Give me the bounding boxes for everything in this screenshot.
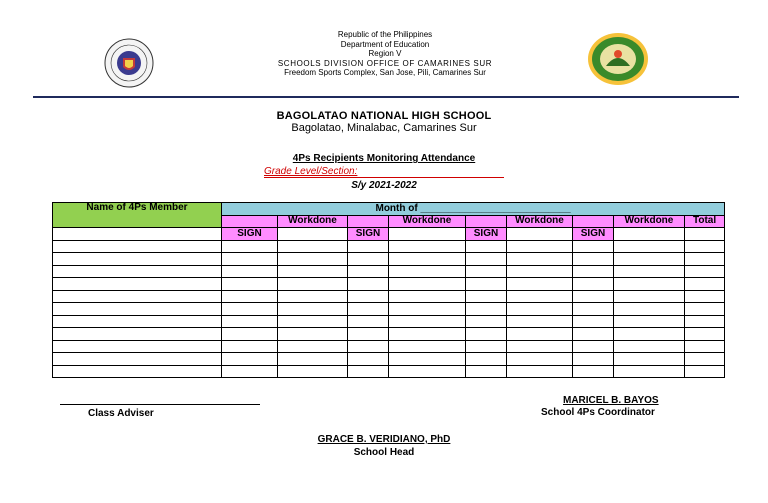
- table-cell[interactable]: [573, 340, 614, 353]
- table-cell[interactable]: [278, 253, 348, 266]
- table-row: [53, 253, 725, 266]
- table-cell[interactable]: [573, 265, 614, 278]
- table-cell[interactable]: [389, 253, 466, 266]
- name-cell[interactable]: [53, 290, 222, 303]
- table-cell[interactable]: [348, 278, 389, 291]
- table-cell[interactable]: [573, 303, 614, 316]
- name-cell[interactable]: [53, 278, 222, 291]
- table-row: [53, 240, 725, 253]
- table-row: [53, 353, 725, 366]
- deped-seal-left-icon: [104, 38, 154, 88]
- table-cell[interactable]: [389, 240, 466, 253]
- table-cell[interactable]: [507, 328, 573, 341]
- table-cell[interactable]: [685, 290, 725, 303]
- table-cell[interactable]: [614, 315, 685, 328]
- table-row: [53, 365, 725, 378]
- table-cell[interactable]: [278, 278, 348, 291]
- name-column-header: Name of 4Ps Member: [53, 203, 222, 228]
- table-cell[interactable]: [278, 365, 348, 378]
- table-cell[interactable]: [614, 328, 685, 341]
- name-cell[interactable]: [53, 315, 222, 328]
- table-cell[interactable]: [573, 290, 614, 303]
- table-cell[interactable]: [507, 315, 573, 328]
- table-cell[interactable]: [466, 240, 507, 253]
- total-header: Total: [685, 215, 725, 228]
- table-cell[interactable]: [507, 228, 573, 241]
- name-cell[interactable]: [53, 265, 222, 278]
- school-year: S/y 2021-2022: [351, 180, 417, 191]
- table-cell[interactable]: [278, 265, 348, 278]
- table-cell[interactable]: [614, 353, 685, 366]
- table-cell[interactable]: [507, 253, 573, 266]
- table-cell[interactable]: [222, 278, 278, 291]
- header-line-2: Department of Education: [340, 39, 430, 49]
- table-cell[interactable]: [614, 290, 685, 303]
- table-cell[interactable]: [507, 290, 573, 303]
- table-cell[interactable]: [685, 228, 725, 241]
- form-title: 4Ps Recipients Monitoring Attendance: [292, 153, 476, 164]
- header-line-4: SCHOOLS DIVISION OFFICE OF CAMARINES SUR: [277, 58, 493, 68]
- table-cell[interactable]: [685, 303, 725, 316]
- name-cell[interactable]: [53, 228, 222, 241]
- table-cell[interactable]: [466, 365, 507, 378]
- table-cell[interactable]: [507, 278, 573, 291]
- table-cell[interactable]: [222, 253, 278, 266]
- table-cell[interactable]: [685, 315, 725, 328]
- school-name: BAGOLATAO NATIONAL HIGH SCHOOL: [276, 110, 492, 122]
- table-cell[interactable]: [573, 353, 614, 366]
- table-cell[interactable]: [389, 278, 466, 291]
- table-cell[interactable]: [278, 340, 348, 353]
- table-cell[interactable]: [507, 365, 573, 378]
- table-cell[interactable]: [614, 240, 685, 253]
- table-cell[interactable]: [222, 328, 278, 341]
- table-cell[interactable]: [389, 328, 466, 341]
- adviser-label: Class Adviser: [88, 408, 154, 419]
- month-header: Month of ___________________________: [222, 203, 725, 216]
- table-cell[interactable]: [573, 328, 614, 341]
- table-cell[interactable]: [614, 253, 685, 266]
- table-cell[interactable]: [614, 265, 685, 278]
- name-cell[interactable]: [53, 353, 222, 366]
- head-title: School Head: [353, 447, 415, 458]
- table-cell[interactable]: [278, 328, 348, 341]
- grade-level-field[interactable]: [264, 166, 504, 178]
- table-cell[interactable]: [222, 315, 278, 328]
- sign-cell-empty: [222, 215, 278, 228]
- header-line-5: Freedom Sports Complex, San Jose, Pili, Camarines Sur: [284, 68, 486, 77]
- table-cell[interactable]: [348, 340, 389, 353]
- coordinator-title: School 4Ps Coordinator: [541, 407, 655, 418]
- table-cell[interactable]: [685, 328, 725, 341]
- sign-cell-empty: [466, 215, 507, 228]
- table-row: [53, 278, 725, 291]
- table-cell[interactable]: [278, 353, 348, 366]
- table-cell[interactable]: [685, 340, 725, 353]
- table-cell[interactable]: [348, 353, 389, 366]
- table-cell[interactable]: [573, 365, 614, 378]
- table-row: [53, 340, 725, 353]
- table-cell[interactable]: [278, 315, 348, 328]
- workdone-header: Workdone: [507, 215, 573, 228]
- table-cell[interactable]: [348, 290, 389, 303]
- sign-header: SIGN: [348, 228, 389, 241]
- table-row: [53, 303, 725, 316]
- table-cell[interactable]: [222, 303, 278, 316]
- table-cell[interactable]: [222, 340, 278, 353]
- sign-cell-empty: [348, 215, 389, 228]
- head-name: GRACE B. VERIDIANO, PhD: [317, 434, 451, 445]
- table-cell[interactable]: [614, 340, 685, 353]
- table-cell[interactable]: [466, 340, 507, 353]
- adviser-signature-line[interactable]: [60, 404, 260, 405]
- table-cell[interactable]: [389, 303, 466, 316]
- table-row: [53, 265, 725, 278]
- workdone-header: Workdone: [614, 215, 685, 228]
- division-seal-right-icon: [586, 32, 650, 86]
- table-cell[interactable]: [685, 365, 725, 378]
- table-cell[interactable]: [466, 328, 507, 341]
- table-cell[interactable]: [507, 265, 573, 278]
- table-cell[interactable]: [685, 240, 725, 253]
- table-cell[interactable]: [278, 240, 348, 253]
- table-cell[interactable]: [348, 365, 389, 378]
- table-cell[interactable]: [222, 290, 278, 303]
- table-cell[interactable]: [348, 265, 389, 278]
- table-cell[interactable]: [685, 353, 725, 366]
- attendance-table: [52, 202, 725, 378]
- table-cell[interactable]: [685, 265, 725, 278]
- header-divider: [33, 96, 739, 98]
- table-cell[interactable]: [348, 303, 389, 316]
- blank-rows: [53, 240, 725, 378]
- name-cell[interactable]: [53, 303, 222, 316]
- table-cell[interactable]: [466, 315, 507, 328]
- table-cell[interactable]: [507, 353, 573, 366]
- table-cell[interactable]: [466, 253, 507, 266]
- table-cell[interactable]: [466, 265, 507, 278]
- table-cell[interactable]: [389, 265, 466, 278]
- table-cell[interactable]: [507, 240, 573, 253]
- table-cell[interactable]: [278, 228, 348, 241]
- sign-header: SIGN: [222, 228, 278, 241]
- grade-level-label: Grade Level/Section:: [264, 166, 358, 177]
- table-cell[interactable]: [222, 240, 278, 253]
- table-cell[interactable]: [222, 365, 278, 378]
- table-cell[interactable]: [573, 253, 614, 266]
- coordinator-name: MARICEL B. BAYOS: [563, 395, 659, 406]
- workdone-header: Workdone: [389, 215, 466, 228]
- table-cell[interactable]: [614, 278, 685, 291]
- table-cell[interactable]: [466, 303, 507, 316]
- table-cell[interactable]: [278, 303, 348, 316]
- table-row: [53, 315, 725, 328]
- name-cell[interactable]: [53, 340, 222, 353]
- table-cell[interactable]: [278, 290, 348, 303]
- table-row: [53, 328, 725, 341]
- sign-header: SIGN: [573, 228, 614, 241]
- sign-cell-empty: [573, 215, 614, 228]
- table-cell[interactable]: [466, 278, 507, 291]
- table-cell[interactable]: [507, 340, 573, 353]
- table-cell[interactable]: [222, 353, 278, 366]
- table-cell[interactable]: [389, 340, 466, 353]
- table-cell[interactable]: [614, 228, 685, 241]
- table-row: [53, 290, 725, 303]
- table-cell[interactable]: [507, 303, 573, 316]
- table-cell[interactable]: [389, 365, 466, 378]
- table-cell[interactable]: [573, 315, 614, 328]
- table-cell[interactable]: [466, 290, 507, 303]
- name-cell[interactable]: [53, 253, 222, 266]
- table-cell[interactable]: [614, 303, 685, 316]
- table-cell[interactable]: [685, 253, 725, 266]
- table-cell[interactable]: [573, 240, 614, 253]
- table-cell[interactable]: [614, 365, 685, 378]
- table-cell[interactable]: [348, 315, 389, 328]
- table-cell[interactable]: [222, 265, 278, 278]
- header-line-3: Region V: [368, 49, 402, 58]
- name-cell[interactable]: [53, 365, 222, 378]
- table-cell[interactable]: [685, 278, 725, 291]
- table-cell[interactable]: [389, 290, 466, 303]
- table-cell[interactable]: [389, 228, 466, 241]
- table-cell[interactable]: [389, 353, 466, 366]
- table-cell[interactable]: [466, 353, 507, 366]
- sign-header: SIGN: [466, 228, 507, 241]
- table-cell[interactable]: [348, 328, 389, 341]
- school-address: Bagolatao, Minalabac, Camarines Sur: [291, 122, 477, 134]
- table-cell[interactable]: [573, 278, 614, 291]
- table-cell[interactable]: [348, 253, 389, 266]
- table-cell[interactable]: [348, 240, 389, 253]
- name-cell[interactable]: [53, 328, 222, 341]
- workdone-header: Workdone: [278, 215, 348, 228]
- name-cell[interactable]: [53, 240, 222, 253]
- header-line-1: Republic of the Philippines: [337, 30, 433, 39]
- table-cell[interactable]: [389, 315, 466, 328]
